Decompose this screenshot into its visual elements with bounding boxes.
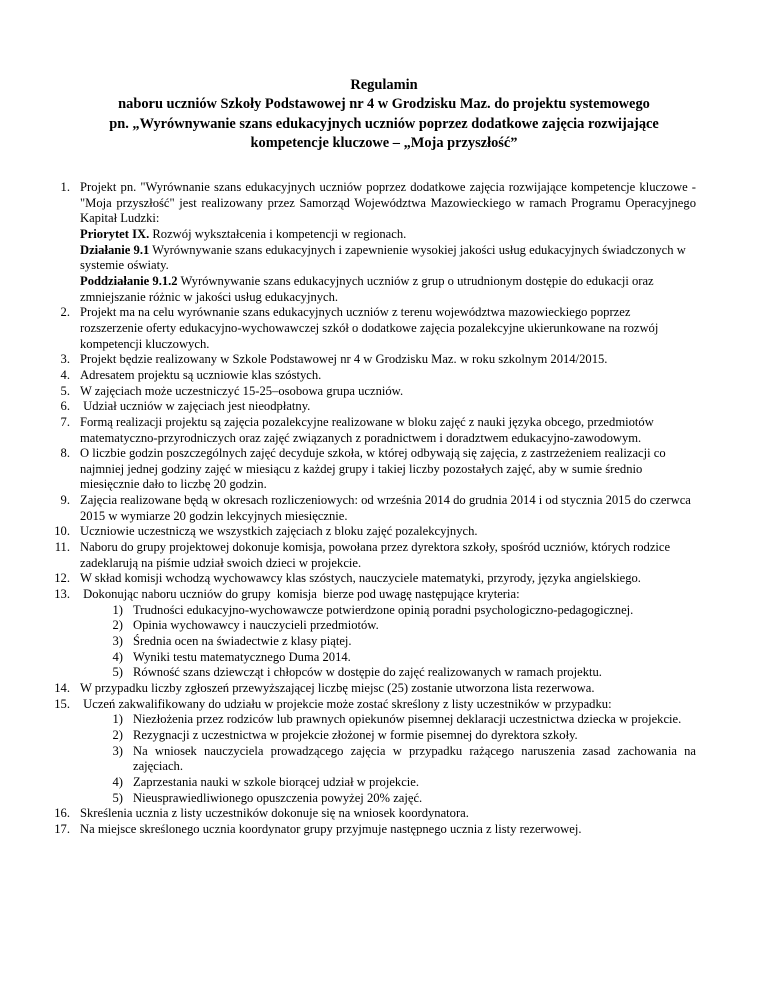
sub-text: Nieusprawiedliwionego opuszczenia powyżej 20% zajęć. xyxy=(133,790,423,805)
item-text: Na miejsce skreślonego ucznia koordynator grupy przyjmuje następnego ucznia z listy rezerwowej. xyxy=(80,821,582,836)
item-number: 15. xyxy=(54,696,70,711)
sub-text: Zaprzestania nauki w szkole biorącej udział w projekcie. xyxy=(133,774,420,789)
item-text: Udział uczniów w zajęciach jest nieodpłatny. xyxy=(80,399,311,414)
list-item-9 xyxy=(44,493,696,524)
item-text: Formą realizacji projektu są zajęcia pozalekcyjne realizowane w bloku zajęć z nauki języka obcego, przedmiotów matematyczno-przyrodniczych oraz zajęć związanych z poradnictwem i doradztwem edukacyjno-zawodowym. xyxy=(80,414,654,445)
list-item-1 xyxy=(44,180,696,305)
list-item-14 xyxy=(44,681,696,697)
measure-label: Działanie 9.1 xyxy=(80,242,150,257)
item-text: Projekt pn. "Wyrównanie szans edukacyjnych uczniów poprzez dodatkowe zajęcia rozwijające kompetencje kluczowe - "Moja przyszłość" jest realizowany przez Samorząd Województwa Mazowieckiego w ramach Programu Operacyjnego Kapitał Ludzki: xyxy=(80,180,696,226)
criteria-item-4 xyxy=(44,650,696,666)
item-number: 13. xyxy=(54,587,70,602)
item-number: 11. xyxy=(54,540,70,555)
item-text: Naboru do grupy projektowej dokonuje komisja, powołana przez dyrektora szkoły, spośród uczniów, których rodzice zadeklarują na piśmie udział swoich dzieci w projekcie. xyxy=(80,540,671,570)
item-number: 9. xyxy=(60,493,70,508)
sub-text: Rezygnacji z uczestnictwa w projekcie złożonej w formie pisemnej do dyrektora szkoły. xyxy=(133,727,578,742)
item-text: W przypadku liczby zgłoszeń przewyższającej liczbę miejsc (25) zostanie utworzona lista rezerwowa. xyxy=(80,681,595,695)
item-text: Dokonując naboru uczniów do grupy komisja bierze pod uwagę następujące kryteria: xyxy=(80,587,520,602)
sub-number: 1) xyxy=(112,712,123,727)
list-item-13 xyxy=(44,587,696,603)
priority-text: Rozwój wykształcenia i kompetencji w regionach. xyxy=(149,226,407,241)
sub-number: 5) xyxy=(112,790,123,805)
item-number: 17. xyxy=(54,821,70,836)
criteria-item-1 xyxy=(44,603,696,619)
removal-case-1 xyxy=(44,712,696,728)
item-text: Skreślenia ucznia z listy uczestników dokonuje się na wniosek koordynatora. xyxy=(80,806,469,821)
list-item-7 xyxy=(44,415,696,446)
list-item-16 xyxy=(44,806,696,822)
removal-case-4 xyxy=(44,775,696,791)
sub-number: 4) xyxy=(112,774,123,789)
item-number: 10. xyxy=(54,524,70,539)
item-number: 7. xyxy=(60,414,70,429)
document-title xyxy=(70,76,698,154)
item-text: W skład komisji wchodzą wychowawcy klas szóstych, nauczyciele matematyki, przyrody, języka angielskiego. xyxy=(80,571,641,586)
measure-text: Wyrównywanie szans edukacyjnych i zapewnienie wysokiej jakości usług edukacyjnych świadczonych w systemie oświaty. xyxy=(80,242,686,273)
criteria-item-3 xyxy=(44,634,696,650)
list-item-11 xyxy=(44,540,696,571)
list-item-5 xyxy=(44,384,696,400)
list-item-8 xyxy=(44,446,696,493)
item-text: Projekt będzie realizowany w Szkole Podstawowej nr 4 w Grodzisku Maz. w roku szkolnym 2014/2015. xyxy=(80,352,608,367)
removal-case-2 xyxy=(44,728,696,744)
sub-number: 2) xyxy=(112,618,123,633)
item-number: 8. xyxy=(60,446,70,461)
sub-number: 2) xyxy=(112,727,123,742)
submeasure-text: Wyrównywanie szans edukacyjnych uczniów z grup o utrudnionym dostępie do edukacji oraz zmniejszanie różnic w jakości usług edukacyjnych. xyxy=(80,273,654,304)
item-text: W zajęciach może uczestniczyć 15-25–osobowa grupa uczniów. xyxy=(80,383,404,398)
priority-label: Priorytet IX. xyxy=(80,226,150,241)
list-item-3 xyxy=(44,352,696,368)
item-text: Uczeń zakwalifikowany do udziału w projekcie może zostać skreślony z listy uczestników w przypadku: xyxy=(80,696,612,711)
criteria-item-2 xyxy=(44,618,696,634)
list-item-4 xyxy=(44,368,696,384)
list-item-10 xyxy=(44,524,696,540)
sub-text: Trudności edukacyjno-wychowawcze potwierdzone opinią poradni psychologiczno-pedagogicznej. xyxy=(133,602,634,617)
list-item-12 xyxy=(44,571,696,587)
sub-number: 4) xyxy=(112,649,123,664)
priority-line xyxy=(80,227,696,243)
list-item-17 xyxy=(44,822,696,838)
title-line-4: kompetencje kluczowe – „Moja przyszłość” xyxy=(250,135,518,152)
regulation-list xyxy=(44,180,696,838)
item-number: 14. xyxy=(54,681,70,695)
sub-text: Średnia ocen na świadectwie z klasy piątej. xyxy=(133,634,352,649)
sub-number: 3) xyxy=(112,634,123,649)
sub-text: Wyniki testu matematycznego Duma 2014. xyxy=(133,649,351,664)
removal-case-3 xyxy=(44,744,696,775)
sub-number: 1) xyxy=(112,602,123,617)
item-text: Zajęcia realizowane będą w okresach rozliczeniowych: od września 2014 do grudnia 2014 i od stycznia 2015 do czerwca 2015 w wymiarze 20 godzin lekcyjnych miesięcznie. xyxy=(80,493,691,523)
removal-case-5 xyxy=(44,791,696,807)
item-number: 4. xyxy=(60,367,70,382)
sub-number: 3) xyxy=(112,743,123,758)
item-number: 12. xyxy=(54,571,70,586)
sub-text: Równość szans dziewcząt i chłopców w dostępie do zajęć realizowanych w ramach projektu. xyxy=(133,665,602,680)
criteria-item-5 xyxy=(44,665,696,681)
item-text: Projekt ma na celu wyrównanie szans edukacyjnych uczniów z terenu województwa mazowieckiego poprzez rozszerzenie oferty edukacyjno-wychowawczej szkół o dodatkowe zajęcia pozalekcyjne ukierunkowane na rozwój kompetencji kluczowych. xyxy=(80,305,659,351)
submeasure-label: Poddziałanie 9.1.2 xyxy=(80,273,178,288)
item-text: Adresatem projektu są uczniowie klas szóstych. xyxy=(80,367,322,382)
sub-number: 5) xyxy=(112,665,123,680)
sub-text: Opinia wychowawcy i nauczycieli przedmiotów. xyxy=(133,618,379,633)
list-item-15 xyxy=(44,697,696,713)
list-item-2 xyxy=(44,305,696,352)
sub-text: Na wniosek nauczyciela prowadzącego zajęcia w przypadku rażącego naruszenia zasad zachowania na zajęciach. xyxy=(133,743,696,774)
item-text: O liczbie godzin poszczególnych zajęć decyduje szkoła, w której odbywają się zajęcia, z zastrzeżeniem realizacji co najmniej jednej godziny zajęć w miesiącu z każdej grupy i takiej liczby pozostałych zajęć, aby w sumie średnio miesięcznie dało to liczbę 20 godzin. xyxy=(80,446,666,492)
title-line-2: naboru uczniów Szkoły Podstawowej nr 4 w Grodzisku Maz. do projektu systemowego xyxy=(118,96,650,113)
item-text: Uczniowie uczestniczą we wszystkich zajęciach z bloku zajęć pozalekcyjnych. xyxy=(80,524,478,539)
item-number: 5. xyxy=(60,383,70,398)
item-number: 6. xyxy=(60,399,70,414)
title-line-1: Regulamin xyxy=(350,77,418,93)
item-number: 2. xyxy=(60,305,70,320)
item-number: 16. xyxy=(54,806,70,821)
measure-line xyxy=(80,243,696,274)
title-line-3: pn. „Wyrównywanie szans edukacyjnych uczniów poprzez dodatkowe zajęcia rozwijające xyxy=(109,115,659,132)
submeasure-line xyxy=(80,274,696,305)
item-number: 3. xyxy=(60,352,70,367)
list-item-6 xyxy=(44,399,696,415)
item-number: 1. xyxy=(60,180,70,194)
sub-text: Niezłożenia przez rodziców lub prawnych opiekunów pisemnej deklaracji uczestnictwa dziecka w projekcie. xyxy=(133,712,682,727)
